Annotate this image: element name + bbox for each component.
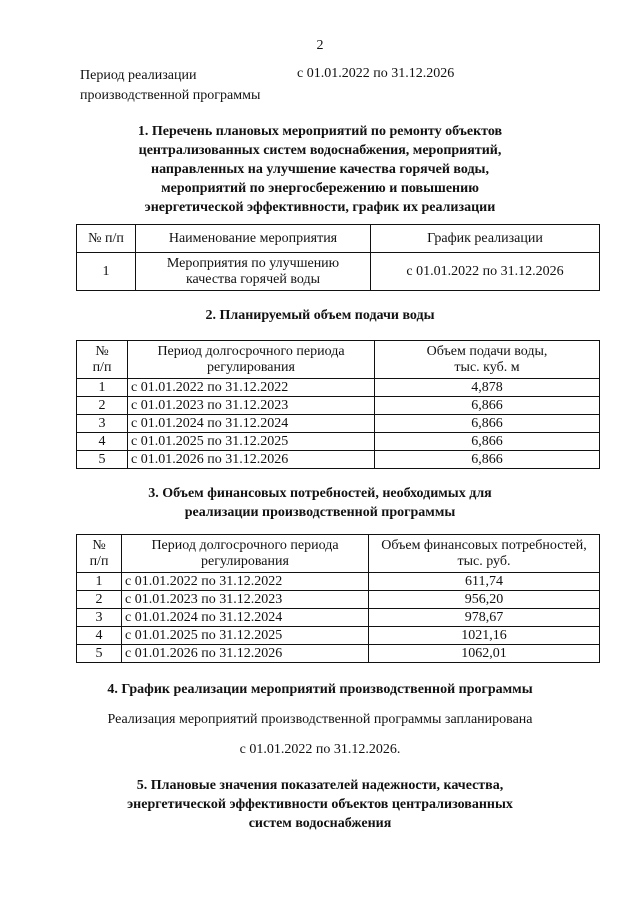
cell-value: 1021,16 bbox=[369, 627, 600, 645]
cell-num: 1 bbox=[77, 379, 128, 397]
cell-num: 3 bbox=[77, 609, 122, 627]
section4-paragraph-line1: Реализация мероприятий производственной программы запланирована bbox=[107, 712, 533, 727]
section5-title-line: систем водоснабжения bbox=[248, 816, 392, 831]
cell-value: 1062,01 bbox=[369, 645, 600, 663]
header-line: Объем финансовых потребностей, bbox=[381, 537, 587, 553]
cell-name bbox=[136, 253, 371, 291]
period-value: с 01.01.2022 по 31.12.2026 bbox=[297, 66, 455, 81]
cell-value: 4,878 bbox=[375, 379, 600, 397]
header-line: Период долгосрочного периода bbox=[157, 343, 345, 359]
table-row bbox=[77, 591, 600, 609]
cell-value: 978,67 bbox=[369, 609, 600, 627]
table-row bbox=[77, 451, 600, 469]
cell-num: 2 bbox=[77, 591, 122, 609]
cell-value: 6,866 bbox=[375, 397, 600, 415]
cell-num: 3 bbox=[77, 415, 128, 433]
section5-title-line: 5. Плановые значения показателей надежности, качества, bbox=[136, 778, 504, 793]
table-row bbox=[77, 645, 600, 663]
page-number: 2 bbox=[316, 38, 324, 53]
header-line: тыс. куб. м bbox=[454, 359, 520, 375]
cell-name-line2: качества горячей воды bbox=[185, 271, 321, 287]
table-row bbox=[77, 397, 600, 415]
section4-paragraph-line2: с 01.01.2022 по 31.12.2026. bbox=[239, 742, 401, 757]
cell-period: с 01.01.2025 по 31.12.2025 bbox=[128, 433, 375, 451]
section3-title-line: реализации производственной программы bbox=[184, 505, 456, 520]
cell-num: 2 bbox=[77, 397, 128, 415]
cell-name-line1: Мероприятия по улучшению bbox=[166, 255, 340, 271]
section1-title-line: мероприятий по энергосбережению и повышению bbox=[161, 181, 479, 196]
table-row bbox=[77, 627, 600, 645]
section3-title bbox=[0, 484, 640, 522]
cell-period: с 01.01.2026 по 31.12.2026 bbox=[128, 451, 375, 469]
period-label bbox=[80, 66, 280, 106]
cell-period: с 01.01.2025 по 31.12.2025 bbox=[122, 627, 369, 645]
cell-num: 4 bbox=[77, 627, 122, 645]
cell-period: с 01.01.2023 по 31.12.2023 bbox=[128, 397, 375, 415]
financial-needs-table bbox=[76, 534, 600, 663]
table-row bbox=[77, 253, 600, 291]
cell-num: 1 bbox=[77, 573, 122, 591]
col-header-num bbox=[77, 341, 128, 379]
col-header-value bbox=[375, 341, 600, 379]
section4-title: 4. График реализации мероприятий производственной программы bbox=[107, 682, 533, 697]
table-row bbox=[77, 379, 600, 397]
header-line: п/п bbox=[89, 553, 109, 569]
header-line: тыс. руб. bbox=[457, 553, 511, 569]
table-header-row bbox=[77, 225, 600, 253]
cell-value: 611,74 bbox=[369, 573, 600, 591]
cell-period: с 01.01.2024 по 31.12.2024 bbox=[128, 415, 375, 433]
cell-value: 6,866 bbox=[375, 415, 600, 433]
table-row bbox=[77, 433, 600, 451]
period-label-line1: Период реализации bbox=[80, 68, 197, 83]
cell-num: 5 bbox=[77, 451, 128, 469]
cell-period: с 01.01.2026 по 31.12.2026 bbox=[122, 645, 369, 663]
table-row bbox=[77, 415, 600, 433]
section1-title-line: централизованных систем водоснабжения, мероприятий, bbox=[138, 143, 502, 158]
header-line: п/п bbox=[92, 359, 112, 375]
section2-title: 2. Планируемый объем подачи воды bbox=[205, 308, 435, 323]
section1-title-line: энергетической эффективности, график их реализации bbox=[144, 200, 496, 215]
period-label-line2: производственной программы bbox=[80, 88, 261, 103]
cell-num: 1 bbox=[77, 253, 136, 291]
cell-num: 5 bbox=[77, 645, 122, 663]
cell-value: 6,866 bbox=[375, 433, 600, 451]
cell-period: с 01.01.2023 по 31.12.2023 bbox=[122, 591, 369, 609]
table-header-row bbox=[77, 341, 600, 379]
cell-period: с 01.01.2022 по 31.12.2022 bbox=[128, 379, 375, 397]
section1-title-line: направленных на улучшение качества горячей воды, bbox=[151, 162, 489, 177]
col-header-num: № п/п bbox=[77, 225, 136, 253]
cell-period: с 01.01.2024 по 31.12.2024 bbox=[122, 609, 369, 627]
col-header-num bbox=[77, 535, 122, 573]
col-header-name: Наименование мероприятия bbox=[136, 225, 371, 253]
section5-title-line: энергетической эффективности объектов централизованных bbox=[127, 797, 513, 812]
cell-num: 4 bbox=[77, 433, 128, 451]
table-row bbox=[77, 573, 600, 591]
header-line: регулирования bbox=[201, 553, 289, 569]
section3-title-line: 3. Объем финансовых потребностей, необходимых для bbox=[148, 486, 492, 501]
section1-title bbox=[0, 122, 640, 217]
cell-value: 6,866 bbox=[375, 451, 600, 469]
header-line: регулирования bbox=[207, 359, 295, 375]
col-header-schedule: График реализации bbox=[371, 225, 600, 253]
col-header-value bbox=[369, 535, 600, 573]
header-line: № bbox=[92, 537, 106, 553]
header-line: № bbox=[95, 343, 109, 359]
cell-period: с 01.01.2022 по 31.12.2022 bbox=[122, 573, 369, 591]
section5-title bbox=[0, 776, 640, 833]
cell-schedule: с 01.01.2022 по 31.12.2026 bbox=[371, 253, 600, 291]
table-header-row bbox=[77, 535, 600, 573]
water-volume-table bbox=[76, 340, 600, 469]
header-line: Период долгосрочного периода bbox=[151, 537, 339, 553]
activities-table bbox=[76, 224, 600, 291]
cell-value: 956,20 bbox=[369, 591, 600, 609]
col-header-period bbox=[128, 341, 375, 379]
col-header-period bbox=[122, 535, 369, 573]
header-line: Объем подачи воды, bbox=[426, 343, 548, 359]
section1-title-line: 1. Перечень плановых мероприятий по ремонту объектов bbox=[137, 124, 503, 139]
table-row bbox=[77, 609, 600, 627]
